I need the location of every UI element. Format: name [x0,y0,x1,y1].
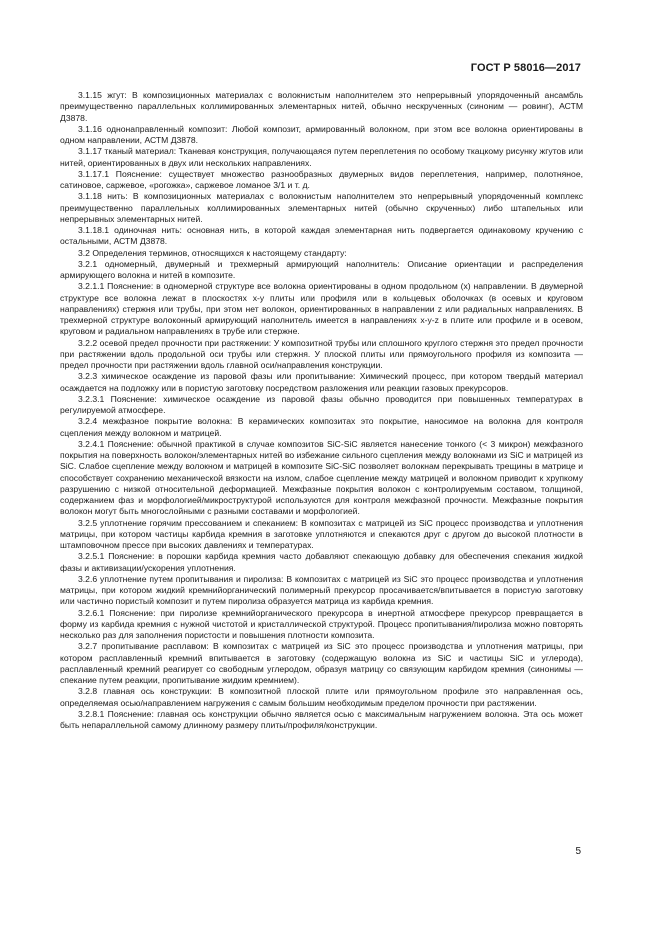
paragraph-3-1-18-1: 3.1.18.1 одиночная нить: основная нить, в которой каждая элементарная нить подвергается одинаковому кручению с остальными, АСТМ Д3878. [60,225,583,247]
paragraph-3-2-8: 3.2.8 главная ось конструкции: В композитной плоской плите или прямоугольном профиле это направленная ось, определяемая осью/направлением нагружения с самым большим необходимым пределом прочности при растяжении. [60,686,583,708]
paragraph-3-2-3-1: 3.2.3.1 Пояснение: химическое осаждение из паровой фазы обычно проводится при повышенных температурах в регулируемой атмосфере. [60,393,583,415]
paragraph-3-1-15: 3.1.15 жгут: В композиционных материалах с волокнистым наполнителем это непрерывный упорядоченный ансамбль преимущественно параллельных коллимированных элементарных нитей, обычно нескрученных (синоним — ровинг), АСТМ Д3878. [60,90,583,123]
paragraph-3-1-17: 3.1.17 тканый материал: Тканевая конструкция, получающаяся путем переплетения по особому ткацкому рисунку жгутов или нитей, ориентированных в двух или нескольких направлениях. [60,146,583,168]
paragraph-3-1-18: 3.1.18 нить: В композиционных материалах с волокнистым наполнителем это непрерывный упорядоченный комплекс преимущественно параллельных коллимированных элементарных нитей (обычно скрученных) либо штапельных или непрерывных элементарных нитей. [60,191,583,224]
paragraph-3-2-4: 3.2.4 межфазное покрытие волокна: В керамических композитах это покрытие, наносимое на волокна для контроля сцепления между волокном и матрицей. [60,416,583,438]
paragraph-3-2-3: 3.2.3 химическое осаждение из паровой фазы или пропитывание: Химический процесс, при котором твердый материал осаждается на подложку или в пористую заготовку посредством разложения или реакции газовых прекурсоров. [60,371,583,393]
paragraph-3-2-6: 3.2.6 уплотнение путем пропитывания и пиролиза: В композитах с матрицей из SiC это процесс производства и уплотнения матрицы, при котором жидкий кремнийорганический полимерный прекурсор просачивается/впитывается в пористую заготовку или частично пористый композит и путем пиролиза образуется матрица из карбида кремния. [60,573,583,607]
paragraph-3-2-8-1: 3.2.8.1 Пояснение: главная ось конструкции обычно является осью с максимальным нагружением волокна. Эта ось может быть непараллельной самому длинному размеру плиты/профиля/конструкции. [60,708,583,730]
paragraph-3-2-5-1: 3.2.5.1 Пояснение: в порошки карбида кремния часто добавляют спекающую добавку для обеспечения спекания жидкой фазы и активизации/ускорения уплотнения. [60,551,583,573]
paragraph-3-1-17-1: 3.1.17.1 Пояснение: существует множество разнообразных двумерных видов переплетения, например, полотняное, сатиновое, саржевое, «рогожка», саржевое ломаное 3/1 и т. д. [60,168,583,190]
paragraph-3-2: 3.2 Определения терминов, относящихся к настоящему стандарту: [78,247,347,258]
paragraph-3-2-1: 3.2.1 одномерный, двумерный и трехмерный армирующий наполнитель: Описание ориентации и распределения армирующего волокна и нитей в композите. [60,258,583,280]
paragraph-3-2-5: 3.2.5 уплотнение горячим прессованием и спеканием: В композитах с матрицей из SiC процесс производства и уплотнения матрицы, при котором частицы карбида кремния в заготовке уплотняются и спекаются друг с другом до высокой плотности в штамповочном прессе при высоких давлениях и температурах. [60,517,583,550]
paragraph-3-2-7: 3.2.7 пропитывание расплавом: В композитах с матрицей из SiC это процесс производства и уплотнения матрицы, при котором расплавленный кремний впитывается в заготовку (содержащую волокна из SiC и частицы SiC и углерода), расплавленный кремний реагирует со свободным углеродом, образуя матрицу со связующим карбидом кремния (синонимы — спекание путем реакции, пропитывание жидким кремнием). [60,641,583,685]
paragraph-3-2-6-1: 3.2.6.1 Пояснение: при пиролизе кремнийорганического прекурсора в инертной атмосфере прекурсор превращается в форму из карбида кремния с нужной чистотой и кристаллической структурой. Процесс пропитывания/пиролиза можно повторять несколько раз для заполнения пористости и повышения плотности композита. [60,607,583,640]
paragraph-3-2-4-1: 3.2.4.1 Пояснение: обычной практикой в случае композитов SiC-SiC является нанесение тонкого (< 3 микрон) межфазного покрытия на поверхность волокон/элементарных нитей во избежание сильного сцепления между волокнами из SiC и матрицей из SiC. Слабое сцепление между волокном и матрицей в композите SiC-SiC позволяет волокнам перекрывать трещины в матрице и способствует сохранению механической вязкости на излом, слабое сцепление между матрицей и волокном приводит к хрупкому разрушению с низкой относительной деформацией. Межфазные покрытия волокон с контролируемым составом, толщиной, содержанием фаз и морфологией/микроструктурой используются для контроля межфазной прочности. Межфазные покрытия волокон могут быть многослойными с разными составами и морфологией. [60,438,583,517]
paragraph-3-2-2: 3.2.2 осевой предел прочности при растяжении: У композитной трубы или сплошного круглого стержня это предел прочности при растяжении вдоль продольной оси трубы или стержня. У плоской плиты или прямоугольного профиля из композита — предел прочности при растяжении вдоль главной оси/направления конструкции. [60,337,583,370]
document-header: ГОСТ Р 58016—2017 [470,62,581,74]
paragraph-3-1-16: 3.1.16 однонаправленный композит: Любой композит, армированный волокном, при этом все волокна ориентированы в одном направлении, АСТМ Д3878. [60,123,583,145]
paragraph-3-2-1-1: 3.2.1.1 Пояснение: в одномерной структуре все волокна ориентированы в одном продольном (x) направлении. В двумерной структуре все волокна лежат в плоскостях x-y плиты или профиля или в кольцевых оболочках (в осевых и круговом направлениях) стержня или трубы, при этом нет волокон, ориентированных в направлении z или радиальных направлениях. В трехмерной структуре волоконный армирующий наполнитель имеется в направлениях x-y-z в плите или профиле и в осевом, круговом и радиальном направлениях в трубе или стержне. [60,281,583,337]
document-body [60,90,583,731]
page-number: 5 [575,846,581,857]
